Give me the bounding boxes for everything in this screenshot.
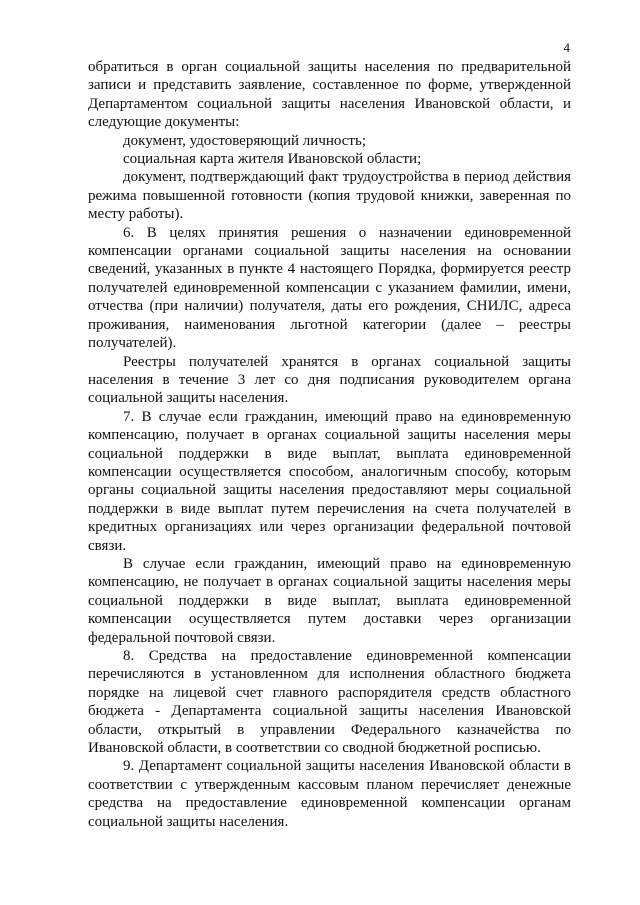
paragraph-item-7-alt: В случае если гражданин, имеющий право на единовременную компенсацию, не получает в органах социальной защиты населения меры социальной поддержки в виде выплат, выплата единовременной компенсации осуществляется путем доставки через организации федеральной почтовой связи. <box>88 555 571 646</box>
paragraph-item-6: 6. В целях принятия решения о назначении единовременной компенсации органами социальной защиты населения на основании сведений, указанных в пункте 4 настоящего Порядка, формируется реестр получателей единовременной компенсации с указанием фамилии, имени, отчества (при наличии) получателя, даты его рождения, СНИЛС, адреса проживания, наименования льготной категории (далее – реестры получателей). <box>88 224 571 352</box>
paragraph-intro: обратиться в орган социальной защиты населения по предварительной записи и представить заявление, составленное по форме, утвержденной Департаментом социальной защиты населения Ивановской области, и следующие документы: <box>88 59 571 131</box>
document-body <box>88 58 571 831</box>
list-item-employment-document: документ, подтверждающий факт трудоустройства в период действия режима повышенной готовности (копия трудовой книжки, заверенная по месту работы). <box>88 169 571 223</box>
paragraph-item-9: 9. Департамент социальной защиты населения Ивановской области в соответствии с утвержденным кассовым планом перечисляет денежные средства на предоставление единовременной компенсации органам социальной защиты населения. <box>88 758 571 830</box>
list-item-social-card: социальная карта жителя Ивановской области; <box>123 151 422 168</box>
page-number: 4 <box>563 40 570 55</box>
paragraph-registers-storage: Реестры получателей хранятся в органах социальной защиты населения в течение 3 лет со дня подписания руководителем органа социальной защиты населения. <box>88 353 571 407</box>
paragraph-item-7: 7. В случае если гражданин, имеющий право на единовременную компенсацию, получает в органах социальной защиты населения меры социальной поддержки в виде выплат, выплата единовременной компенсации осуществляется способом, аналогичным способу, которым органы социальной защиты населения предоставляют меры социальной поддержки в виде выплат путем перечисления на счета получателей в кредитных организациях или через организации федеральной почтовой связи. <box>88 408 571 554</box>
paragraph-item-8: 8. Средства на предоставление единовременной компенсации перечисляются в установленном для исполнения областного бюджета порядке на лицевой счет главного распорядителя средств областного бюджета - Департамента социальной защиты населения Ивановской области, открытый в управлении Федерального казначейства по Ивановской области, в соответствии со сводной бюджетной росписью. <box>88 648 571 757</box>
list-item-identity-document: документ, удостоверяющий личность; <box>123 132 366 149</box>
